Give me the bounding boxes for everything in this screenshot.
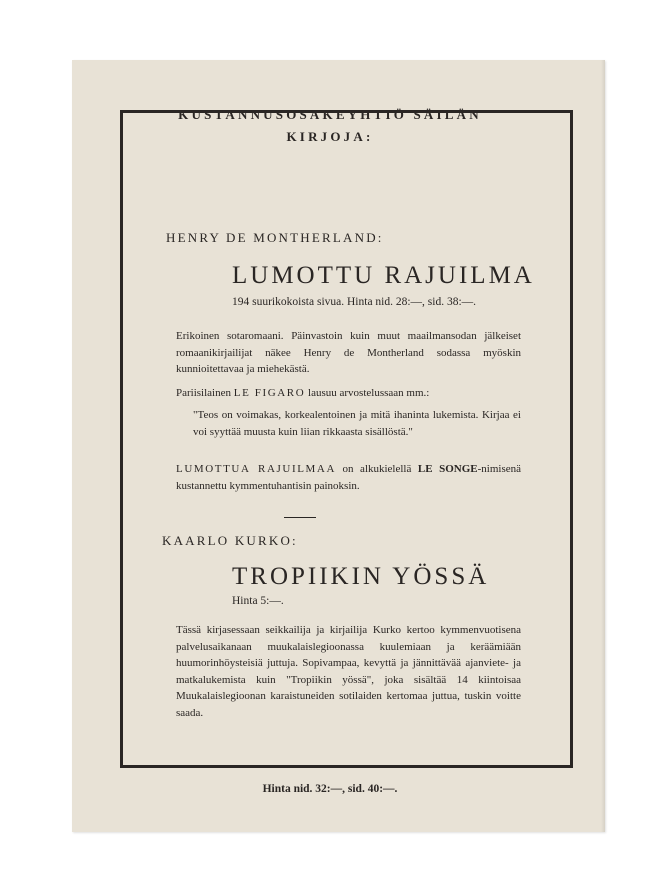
book1-description-text: Erikoinen sotaromaani. Päinvastoin kuin muut maailmansodan jälkeiset romaanikirjailijat näkee Henry de Montherland sodassa myöskin kunnioitettavaa ja miehekästä. — [176, 330, 521, 375]
book2-details: Hinta 5:—. — [232, 595, 284, 607]
book1-title: LUMOTTU RAJUILMA — [232, 262, 535, 289]
original-name: LE SONGE — [417, 463, 478, 475]
publisher-line-2: KIRJOJA: — [286, 129, 374, 144]
original-mid: on alkukielellä — [342, 463, 412, 475]
book1-original-note — [176, 461, 521, 494]
book1-description — [176, 328, 521, 378]
book2-author: KAARLO KURKO: — [162, 533, 298, 548]
publisher-line-1: KUSTANNUSOSAKEYHTIÖ SÄILÄN — [178, 107, 482, 122]
review-source: LE FIGARO — [233, 387, 306, 399]
review-intro-pre: Pariisilainen — [176, 387, 231, 399]
section-divider — [284, 517, 316, 518]
book1-quote — [193, 407, 521, 440]
original-title-lead: LUMOTTUA RAJUILMAA — [176, 463, 336, 475]
review-intro-post: lausuu arvostelussaan mm.: — [308, 387, 430, 399]
cover-price: Hinta nid. 32:—, sid. 40:—. — [262, 783, 398, 795]
cover-edge-shadow — [601, 60, 605, 832]
book2-title: TROPIIKIN YÖSSÄ — [232, 563, 490, 590]
book2-description-text: Tässä kirjasessaan seikkailija ja kirjailija Kurko kertoo kymmenvuotisena palvelusaikanaan muukalaislegioonassa kuulemiaan ja keräämiään huumorinhöysteisiä juttuja. Sopivampaa, kevyttä ja jännittävää ajanviete- ja matkalukemista kuin "Tropiikin yössä", joka sisältää 14 kiintoisaa Muukalaislegioonan karaistuneiden sotilaiden kertomaa juttua, tuskin voitte saada. — [176, 624, 521, 719]
book1-quote-text: "Teos on voimakas, korkealentoinen ja mitä ihaninta lukemista. Kirjaa ei voi syyttää muusta kuin liian rikkaasta sisällöstä." — [193, 409, 521, 438]
book2-description — [176, 622, 521, 721]
book1-author: HENRY DE MONTHERLAND: — [166, 230, 384, 245]
book1-details: 194 suurikokoista sivua. Hinta nid. 28:—, sid. 38:—. — [232, 296, 477, 308]
original-tail: -nimisenä kustannettu kymmentuhantisin painoksin. — [176, 463, 522, 492]
book1-review-intro — [176, 385, 521, 402]
publisher-heading — [0, 104, 660, 148]
